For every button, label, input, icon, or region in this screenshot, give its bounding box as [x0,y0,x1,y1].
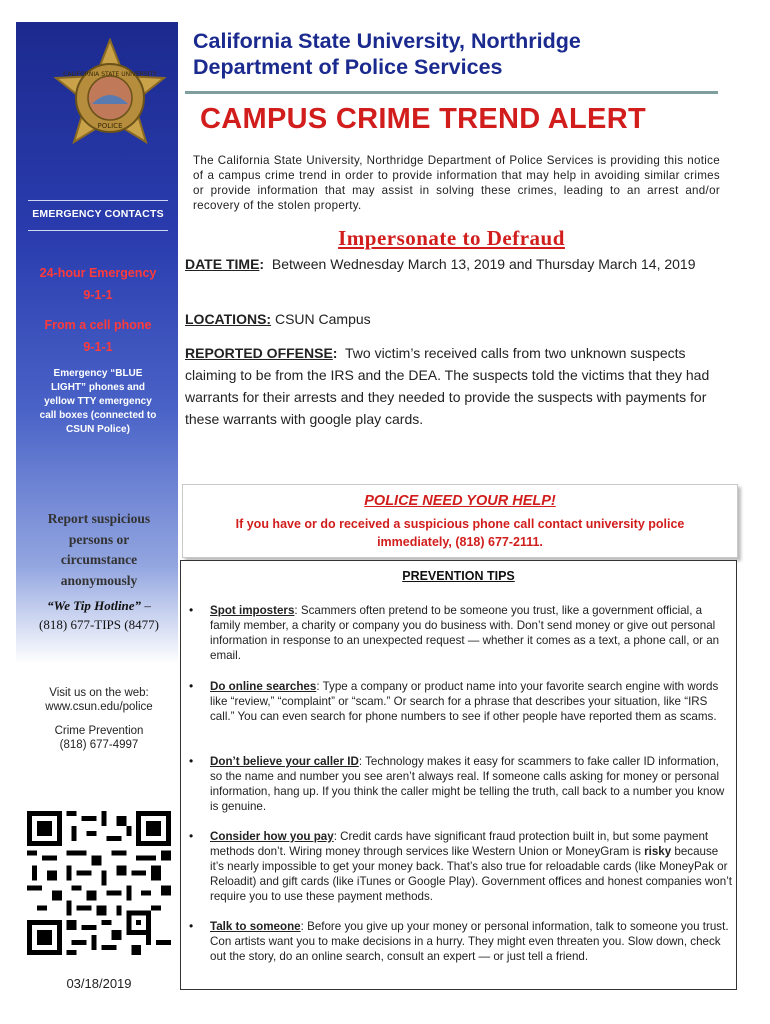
emergency-label: 24-hour Emergency [39,266,157,280]
svg-text:CALIFORNIA STATE UNIVERSITY: CALIFORNIA STATE UNIVERSITY [63,71,157,78]
police-help-box [182,484,738,558]
incident-subtitle: Impersonate to Defraud [338,226,565,250]
header-divider [185,91,718,94]
crime-prevention-number: (818) 677-4997 [59,739,139,751]
tips-title: PREVENTION TIPS [402,569,515,583]
police-star-badge-icon [52,38,168,168]
help-text: If you have or do received a suspicious phone call contact university police immediately, (818) 677-2111. [235,517,685,549]
prevention-tips-box: PREVENTION TIPS • Spot imposters: Scammers often pretend to be someone you trust, like a government official, a family member, a charity or company you do business with. Don’t send money or give out personal information in response to an unexpected request — whether it comes as a text, a phone call, or an email. • Do online searches: Type a company or product name into your favorite search engine with words like “review,” “complaint” or “scam.” Or search for a phrase that describes your situation, like “IRS call.” You can even search for phone numbers to see if other people have reported them as scams. • Don’t believe your caller ID: Technology makes it easy for scammers to fake caller ID information, so the name and number you see aren’t always real. If someone calls asking for money or personal information, hang up. If you think the caller might be telling the truth, call back to a number you know is genuine. • Consider how you pay: Credit cards have significant fraud protection built in, but some payment methods don’t. Wiring money through services like Western Union or MoneyGram is risky because it’s nearly impossible to get your money back. That’s also true for reloadable cards (like MoneyPak or Reloadit) and gift cards (like iTunes or Google Play). Government offices and honest companies won’t require you to use these payment methods. • Talk to someone: Before you give up your money or personal information, talk to someone you trust. Con artists want you to make decisions in a hurry. They might even threaten you. Slow down, check out the story, do an online search, consult an expert — or just tell a friend. [180,560,737,990]
svg-text:POLICE: POLICE [97,122,123,130]
reported-offense-field: REPORTED OFFENSE: Two victim’s received calls from two unknown suspects claiming to be from the IRS and the DEA. The suspects told the victims that they had warrants for their arrests and they needed to provide the suspects with payments for these warrants with google play cards. [185,345,710,427]
crime-prevention-label: Crime Prevention [54,725,144,737]
emergency-contacts-heading: EMERGENCY CONTACTS [32,208,164,220]
emergency-number: 9-1-1 [83,288,113,302]
tip-hotline-number: (818) 677-TIPS (8477) [39,617,159,632]
publish-date: 03/18/2019 [66,976,132,991]
page-title: California State University, Northridge Department of Police Services [193,29,581,79]
intro-paragraph: The California State University, Northridge Department of Police Services is providing this notice of a campus crime trend in order to provide information that may help in avoiding similar crimes or provide information that may assist in solving these crimes, leading to an arrest and/or recovery of the stolen property. [193,154,720,212]
qr-code-icon [27,806,171,960]
help-title: POLICE NEED YOUR HELP! [364,493,556,509]
tip-hotline-name: “We Tip Hotline” – [47,598,151,613]
divider [28,230,168,231]
divider [28,200,168,201]
blue-light-info: Emergency “BLUE LIGHT” phones and yellow TTY emergency call boxes (connected to CSUN Police) [39,368,157,435]
cell-phone-number: 9-1-1 [83,340,113,354]
date-time-field: DATE TIME: Between Wednesday March 13, 2019 and Thursday March 14, 2019 [185,256,696,272]
web-label: Visit us on the web: [49,687,149,699]
cell-phone-label: From a cell phone [44,318,152,332]
report-anonymously: Report suspicious persons or circumstance anonymously [47,511,151,588]
web-url-link[interactable]: www.csun.edu/police [45,701,153,713]
locations-field: LOCATIONS: CSUN Campus [185,311,371,327]
alert-title: CAMPUS CRIME TREND ALERT [200,103,646,135]
